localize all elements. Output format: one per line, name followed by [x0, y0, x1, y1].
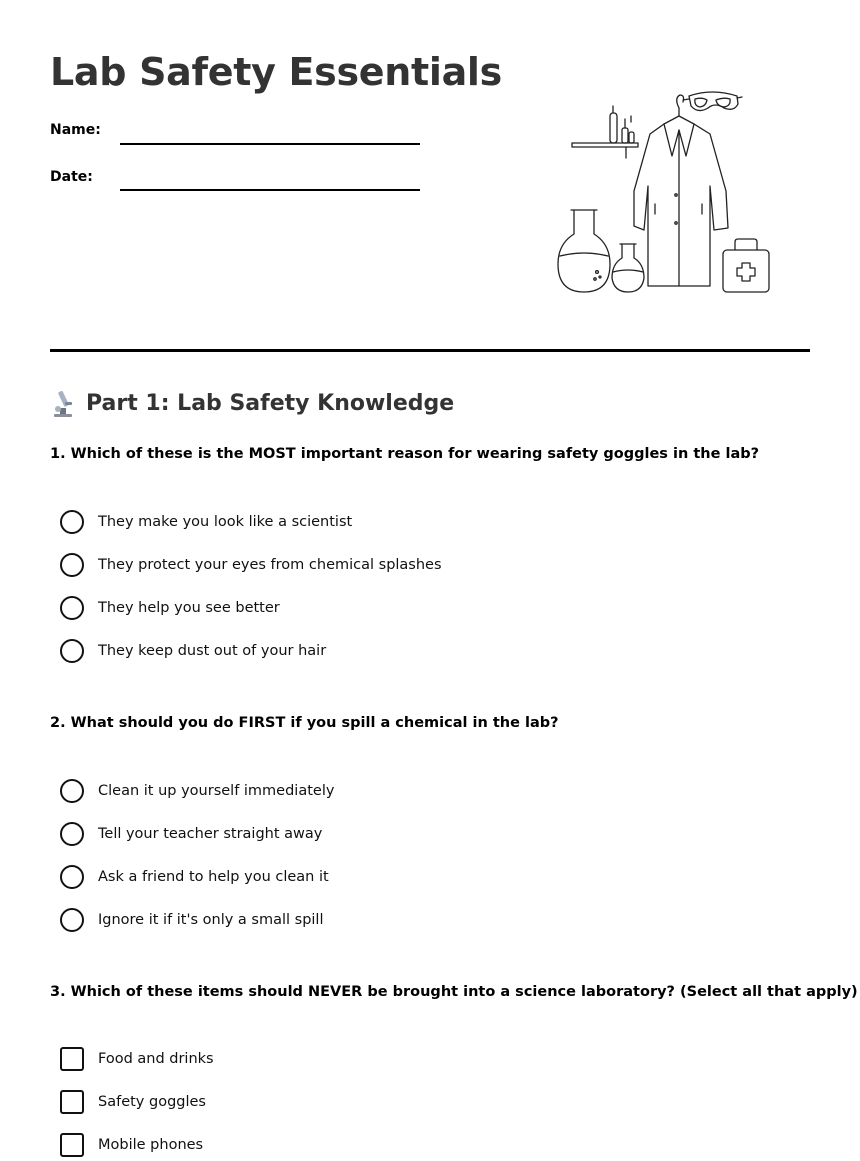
option-label: They make you look like a scientist: [98, 514, 353, 530]
small-flask-icon: [612, 244, 644, 292]
q1-option-1[interactable]: [60, 510, 352, 534]
first-aid-kit-icon: [723, 239, 769, 292]
radio-button[interactable]: [60, 779, 84, 803]
radio-button[interactable]: [60, 639, 84, 663]
lab-equipment-illustration: [552, 86, 778, 298]
option-label: Ask a friend to help you clean it: [98, 869, 329, 885]
option-label: Food and drinks: [98, 1051, 214, 1067]
name-field[interactable]: [120, 143, 420, 145]
option-label: Clean it up yourself immediately: [98, 783, 335, 799]
section-divider: [50, 349, 810, 352]
date-label: Date:: [50, 169, 93, 185]
date-field[interactable]: [120, 189, 420, 191]
lab-coat-icon: [634, 95, 728, 286]
safety-goggles-icon: [683, 92, 742, 111]
question-3: 3. Which of these items should NEVER be brought into a science laboratory? (Select all that apply): [50, 984, 858, 1000]
microscope-icon: [50, 388, 76, 418]
checkbox[interactable]: [60, 1133, 84, 1157]
q3-option-2[interactable]: [60, 1090, 206, 1114]
option-label: They help you see better: [98, 600, 280, 616]
test-tube-shelf-icon: [572, 106, 638, 158]
flask-icon: [558, 210, 610, 292]
page-title: Lab Safety Essentials: [50, 50, 502, 94]
radio-button[interactable]: [60, 510, 84, 534]
option-label: They keep dust out of your hair: [98, 643, 327, 659]
radio-button[interactable]: [60, 553, 84, 577]
q1-option-4[interactable]: [60, 639, 326, 663]
q3-option-3[interactable]: [60, 1133, 203, 1157]
radio-button[interactable]: [60, 865, 84, 889]
q2-option-1[interactable]: [60, 779, 334, 803]
q2-option-2[interactable]: [60, 822, 322, 846]
q2-option-4[interactable]: [60, 908, 324, 932]
part1-heading: [50, 388, 454, 418]
question-2: 2. What should you do FIRST if you spill a chemical in the lab?: [50, 715, 559, 731]
radio-button[interactable]: [60, 908, 84, 932]
section-title: Part 1: Lab Safety Knowledge: [86, 390, 455, 416]
q1-option-3[interactable]: [60, 596, 280, 620]
name-label: Name:: [50, 122, 101, 138]
radio-button[interactable]: [60, 596, 84, 620]
option-label: They protect your eyes from chemical splashes: [98, 557, 442, 573]
option-label: Safety goggles: [98, 1094, 206, 1110]
option-label: Tell your teacher straight away: [98, 826, 323, 842]
radio-button[interactable]: [60, 822, 84, 846]
question-1: 1. Which of these is the MOST important reason for wearing safety goggles in the lab?: [50, 446, 760, 462]
option-label: Mobile phones: [98, 1137, 204, 1153]
q2-option-3[interactable]: [60, 865, 329, 889]
checkbox[interactable]: [60, 1047, 84, 1071]
option-label: Ignore it if it's only a small spill: [98, 912, 324, 928]
checkbox[interactable]: [60, 1090, 84, 1114]
q1-option-2[interactable]: [60, 553, 442, 577]
q3-option-1[interactable]: [60, 1047, 214, 1071]
